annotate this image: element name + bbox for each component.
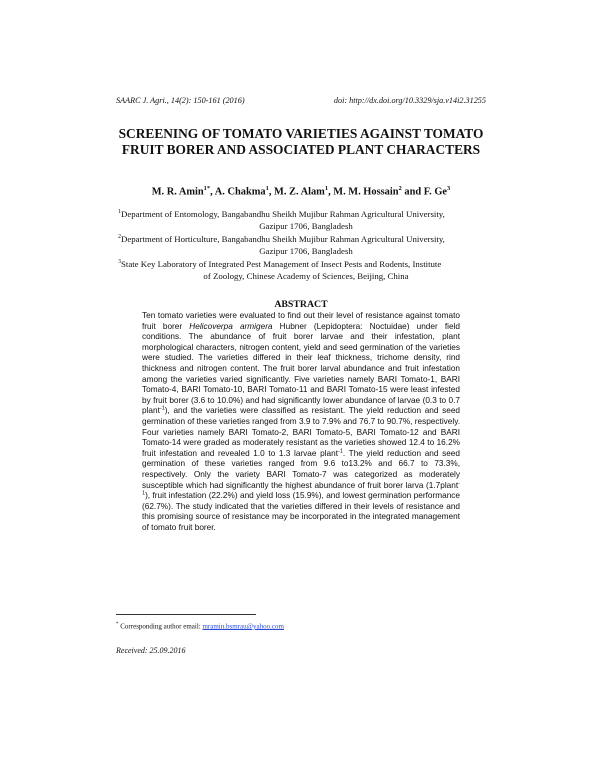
footnote-label: Corresponding author email: xyxy=(118,622,203,631)
corresponding-author-footnote xyxy=(116,622,284,630)
paper-title: SCREENING OF TOMATO VARIETIES AGAINST TOMATO FRUIT BORER AND ASSOCIATED PLANT CHARACTERS xyxy=(118,126,484,157)
running-header xyxy=(116,96,486,110)
author-affiliation-mark: 1 xyxy=(265,185,269,192)
author-list: M. R. Amin$^{1*}$, A. Chakma$^1$, M. Z. Alam$^1$, M. M. Hossain$^2$ and F. Ge$^3$ xyxy=(151,185,451,198)
abstract-heading: ABSTRACT xyxy=(274,299,328,310)
affiliation-mark: 3 xyxy=(118,259,121,265)
footnote-divider xyxy=(116,614,256,615)
author-name: A. Chakma xyxy=(214,186,266,198)
affiliation xyxy=(118,256,494,282)
affiliation-line: Gazipur 1706, Bangladesh xyxy=(259,220,353,231)
affiliation-mark: 1 xyxy=(118,209,121,215)
species-name: Helicoverpa armigera xyxy=(189,321,273,331)
author-affiliation-mark: 2 xyxy=(398,185,402,192)
author-email-link[interactable]: mramin.bsmrau@yahoo.com xyxy=(202,622,284,631)
received-date: Received: 25.09.2016 xyxy=(116,646,186,655)
affiliation-line: Department of Entomology, Bangabandhu Sheikh Mujibur Rahman Agricultural University, xyxy=(121,208,445,219)
affiliation-mark: 2 xyxy=(118,234,121,240)
author-affiliation-mark: 1 xyxy=(324,185,329,192)
author-affiliation-mark: 1* xyxy=(203,185,211,192)
journal-citation: SAARC J. Agri., 14(2): 150-161 (2016) xyxy=(116,96,245,105)
author-name: F. Ge xyxy=(423,186,448,198)
author-name: M. M. Hossain xyxy=(333,186,399,198)
footnote-mark: * xyxy=(116,622,119,627)
affiliation-line: Department of Horticulture, Bangabandhu Sheikh Mujibur Rahman Agricultural University, xyxy=(121,233,445,244)
doi-link[interactable]: doi: http://dx.doi.org/10.3329/sja.v14i2.31255 xyxy=(333,96,486,105)
author-name: M. R. Amin xyxy=(151,186,204,198)
author-affiliation-mark: 3 xyxy=(447,185,451,192)
affiliation xyxy=(118,206,494,232)
author-name: M. Z. Alam xyxy=(274,186,325,198)
affiliation xyxy=(118,231,494,257)
abstract-text: Ten tomato varieties were evaluated to find out their level of resistance against tomato fruit borer Helicoverpa armigera Hubner (Lepidoptera: Noctuidae) under field conditions. The abundance of fruit borer larvae and their infestation, plant morphological characters, nitrogen content, yield and seed germination of the varieties were studied. The varieties differed in their leaf thickness, trichome density, rind thickness and nitrogen content. The fruit borer larval abundance and fruit infestation among the varieties varied significantly. Five varieties namely BARI Tomato-1, BARI Tomato-4, BARI Tomato-10, BARI Tomato-11 and BARI Tomato-15 were least infested by fruit borer (3.6 to 10.0%) and had significantly lower abundance of larvae (0.3 to 0.7 plant$^{-1}$), and the varieties were classified as resistant. The yield reduction and seed germination of these varieties ranged from 3.9 to 7.9% and 76.7 to 90.7%, respectively. Four varieties namely BARI Tomato-2, BARI Tomato-5, BARI Tomato-12 and BARI Tomato-14 were graded as moderately resistant as the varieties showed 12.4 to 16.2% fruit infestation and revealed 1.0 to 1.3 larvae plant$^{-1}$. The yield reduction and seed germination of these varieties ranged from 9.6 to13.2% and 66.7 to 73.3%, respectively. Only the variety BARI Tomato-7 was categorized as moderately susceptible which had significantly the highest abundance of fruit borer larva (1.7plant$^{-1}$), fruit infestation (22.2%) and yield loss (15.9%), and lowest germination performance (62.7%). The study indicated that the varieties differed in their levels of resistance and this promising source of resistance may be incorporated in the integrated management of tomato fruit borer. xyxy=(142,311,460,532)
affiliation-line: of Zoology, Chinese Academy of Sciences, Beijing, China xyxy=(203,270,409,281)
affiliation-line: State Key Laboratory of Integrated Pest Management of Insect Pests and Rodents, Institute xyxy=(121,258,442,269)
affiliation-line: Gazipur 1706, Bangladesh xyxy=(259,245,353,256)
